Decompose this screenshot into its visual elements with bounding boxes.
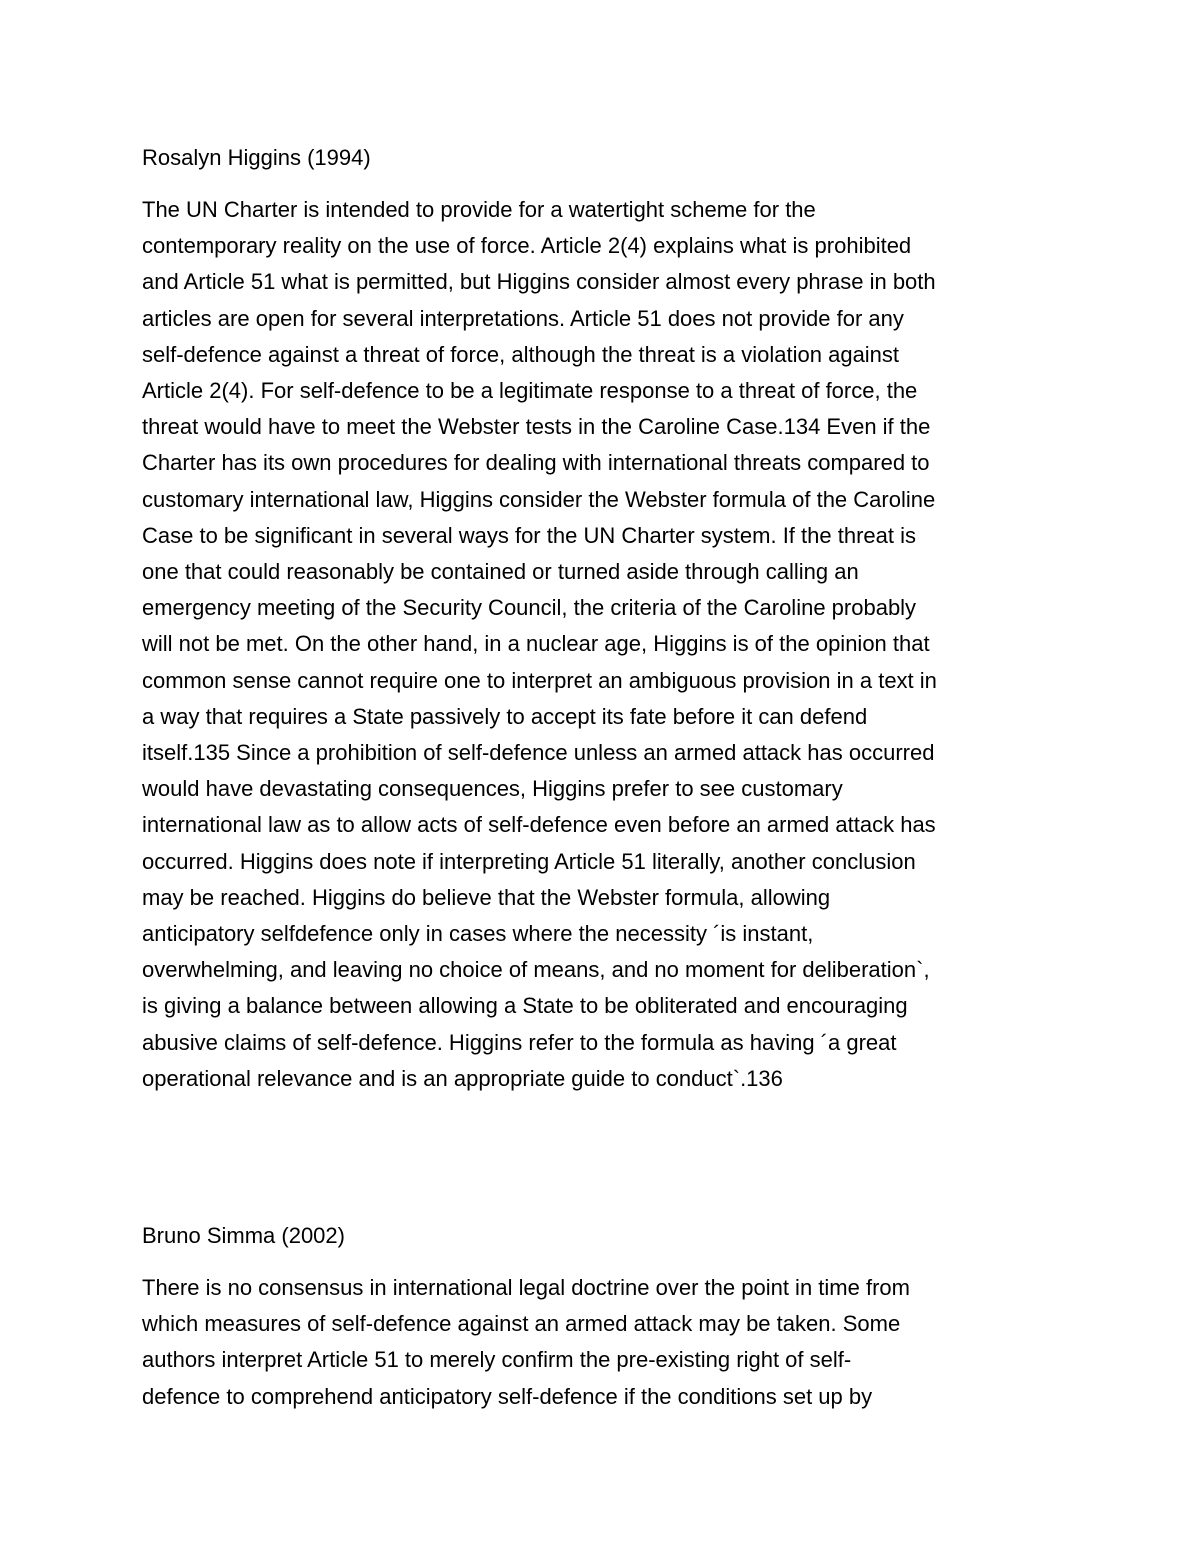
text-line: The UN Charter is intended to provide for a watertight scheme for the (142, 197, 816, 222)
text-line: may be reached. Higgins do believe that the Webster formula, allowing (142, 884, 831, 910)
text-line: a way that requires a State passively to accept its fate before it can defend (142, 703, 868, 729)
text-line: articles are open for several interpretations. Article 51 does not provide for any (142, 305, 904, 331)
text-line: Charter has its own procedures for dealing with international threats compared to (142, 450, 930, 476)
text-line: international law as to allow acts of self-defence even before an armed attack has (142, 812, 936, 838)
text-line: which measures of self-defence against an armed attack may be taken. Some (142, 1311, 901, 1337)
text-line: abusive claims of self-defence. Higgins refer to the formula as having ´a great (142, 1029, 897, 1055)
text-line: anticipatory selfdefence only in cases where the necessity ´is instant, (142, 921, 814, 947)
text-line: and Article 51 what is permitted, but Higgins consider almost every phrase in both (142, 269, 936, 295)
text-line: Article 2(4). For self-defence to be a legitimate response to a threat of force, the (142, 378, 918, 404)
section-heading: Rosalyn Higgins (1994) (142, 145, 371, 170)
text-line: operational relevance and is an appropriate guide to conduct`.136 (142, 1065, 783, 1091)
section-simma (142, 1218, 1072, 1415)
text-line: occurred. Higgins does note if interpreting Article 51 literally, another conclusion (142, 848, 916, 874)
text-line: emergency meeting of the Security Council, the criteria of the Caroline probably (142, 595, 917, 621)
section-body (142, 1270, 1072, 1415)
section-heading: Bruno Simma (2002) (142, 1223, 345, 1248)
text-line: threat would have to meet the Webster tests in the Caroline Case.134 Even if the (142, 414, 931, 440)
text-line: Case to be significant in several ways for the UN Charter system. If the threat is (142, 522, 916, 548)
text-line: contemporary reality on the use of force. Article 2(4) explains what is prohibited (142, 233, 912, 259)
text-line: is giving a balance between allowing a State to be obliterated and encouraging (142, 993, 908, 1019)
text-line: one that could reasonably be contained or turned aside through calling an (142, 559, 859, 585)
text-line: customary international law, Higgins consider the Webster formula of the Caroline (142, 486, 936, 512)
section-higgins (142, 140, 1072, 1097)
text-line: defence to comprehend anticipatory self-defence if the conditions set up by (142, 1383, 873, 1409)
text-line: would have devastating consequences, Higgins prefer to see customary (142, 776, 843, 802)
text-line: common sense cannot require one to interpret an ambiguous provision in a text in (142, 667, 937, 693)
text-line: overwhelming, and leaving no choice of means, and no moment for deliberation`, (142, 957, 930, 983)
text-line: authors interpret Article 51 to merely confirm the pre-existing right of self- (142, 1347, 852, 1373)
text-line: self-defence against a threat of force, although the threat is a violation against (142, 341, 900, 367)
section-body (142, 192, 1072, 1097)
text-line: itself.135 Since a prohibition of self-defence unless an armed attack has occurred (142, 740, 935, 766)
text-line: There is no consensus in international legal doctrine over the point in time from (142, 1275, 910, 1300)
text-line: will not be met. On the other hand, in a nuclear age, Higgins is of the opinion that (142, 631, 930, 657)
